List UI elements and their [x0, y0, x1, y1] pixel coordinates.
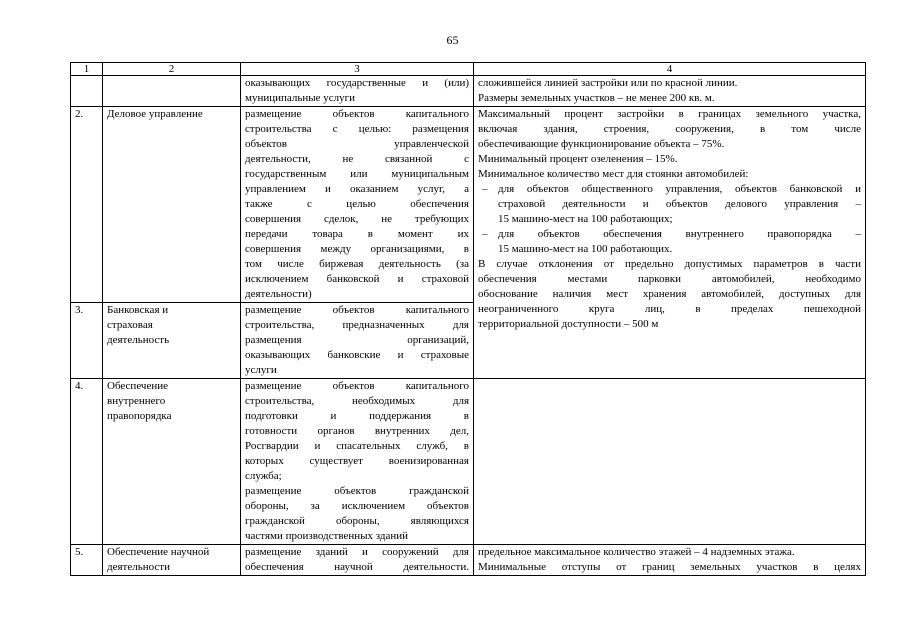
header-col-4: 4: [474, 63, 866, 76]
row-name: Банковская и страховая деятельность: [103, 303, 241, 379]
dash-bullet-icon: –: [482, 183, 488, 195]
row-description: размещение объектов капитального строительства с целью: размещения объектов управленческой деятельности, не связанной с государственным или муниципальным управлением и оказанием услуг, а также с целью обеспечения совершения сделок, не требующих передачи товара в момент их совершения между организациями, в том числе биржевая деятельность (за исключением банковской и страховой деятельности): [241, 107, 474, 303]
parking-bullet-1: – для объектов общественного управления, объектов банковской и страховой деятельности и объектов делового управления – 15 машино-мест на 100 работающих;: [482, 183, 861, 225]
row-number: 5.: [71, 545, 103, 576]
row-number: [71, 76, 103, 107]
header-col-2: 2: [103, 63, 241, 76]
page-number: 65: [446, 33, 459, 47]
row-parameters: Максимальный процент застройки в границах земельного участка, включая здания, строения, сооружения, в том числе обеспечивающие функционирование объекта – 75%. Минимальный процент озеленения – 15%. Минимальное количество мест для стоянки автомобилей: – для объектов общественного управления, объектов банковской и страховой деятельности и объектов делового управления – 15 машино-мест на 100 работающих; – для объектов обеспечения внутреннего правопорядка – 15 машино-мест на 100 работающих. В случае отклонения от предельно допустимых параметров в части обеспечения местами парковки автомобилей, необходимо обоснование наличия мест хранения автомобилей, доступных для неограниченного круга лиц, в пределах пешеходной территориальной доступности – 500 м: [474, 107, 866, 379]
row-name: [103, 76, 241, 107]
row-parameters-empty: [474, 379, 866, 545]
table-row: [71, 545, 866, 576]
header-row: [71, 63, 866, 76]
header-col-1: 1: [71, 63, 103, 76]
regulations-table: [70, 62, 866, 576]
table-row: [71, 107, 866, 303]
row-description: размещение объектов капитального строительства, предназначенных для размещения организаций, оказывающих банковские и страховые услуги: [241, 303, 474, 379]
row-number: 2.: [71, 107, 103, 303]
row-parameters: сложившейся линией застройки или по красной линии. Размеры земельных участков – не менее 200 кв. м.: [474, 76, 866, 107]
table-row: [71, 76, 866, 107]
row-name: Обеспечение внутреннего правопорядка: [103, 379, 241, 545]
row-name: Обеспечение научной деятельности: [103, 545, 241, 576]
row-description: размещение объектов капитального строительства, необходимых для подготовки и поддержания в готовности органов внутренних дел, Росгвардии и спасательных служб, в которых существует военизированная служба; размещение объектов гражданской обороны, за исключением объектов гражданской обороны, являющихся частями производственных зданий: [241, 379, 474, 545]
row-number: 4.: [71, 379, 103, 545]
row-description: оказывающих государственные и (или) муниципальные услуги: [241, 76, 474, 107]
row-number: 3.: [71, 303, 103, 379]
row-description: размещение зданий и сооружений для обеспечения научной деятельности.: [241, 545, 474, 576]
parking-bullet-2: – для объектов обеспечения внутреннего правопорядка – 15 машино-мест на 100 работающих.: [482, 228, 861, 255]
table-row: [71, 379, 866, 545]
row-parameters: предельное максимальное количество этажей – 4 надземных этажа. Минимальные отступы от границ земельных участков в целях: [474, 545, 866, 576]
dash-bullet-icon: –: [482, 228, 488, 240]
header-col-3: 3: [241, 63, 474, 76]
row-name: Деловое управление: [103, 107, 241, 303]
